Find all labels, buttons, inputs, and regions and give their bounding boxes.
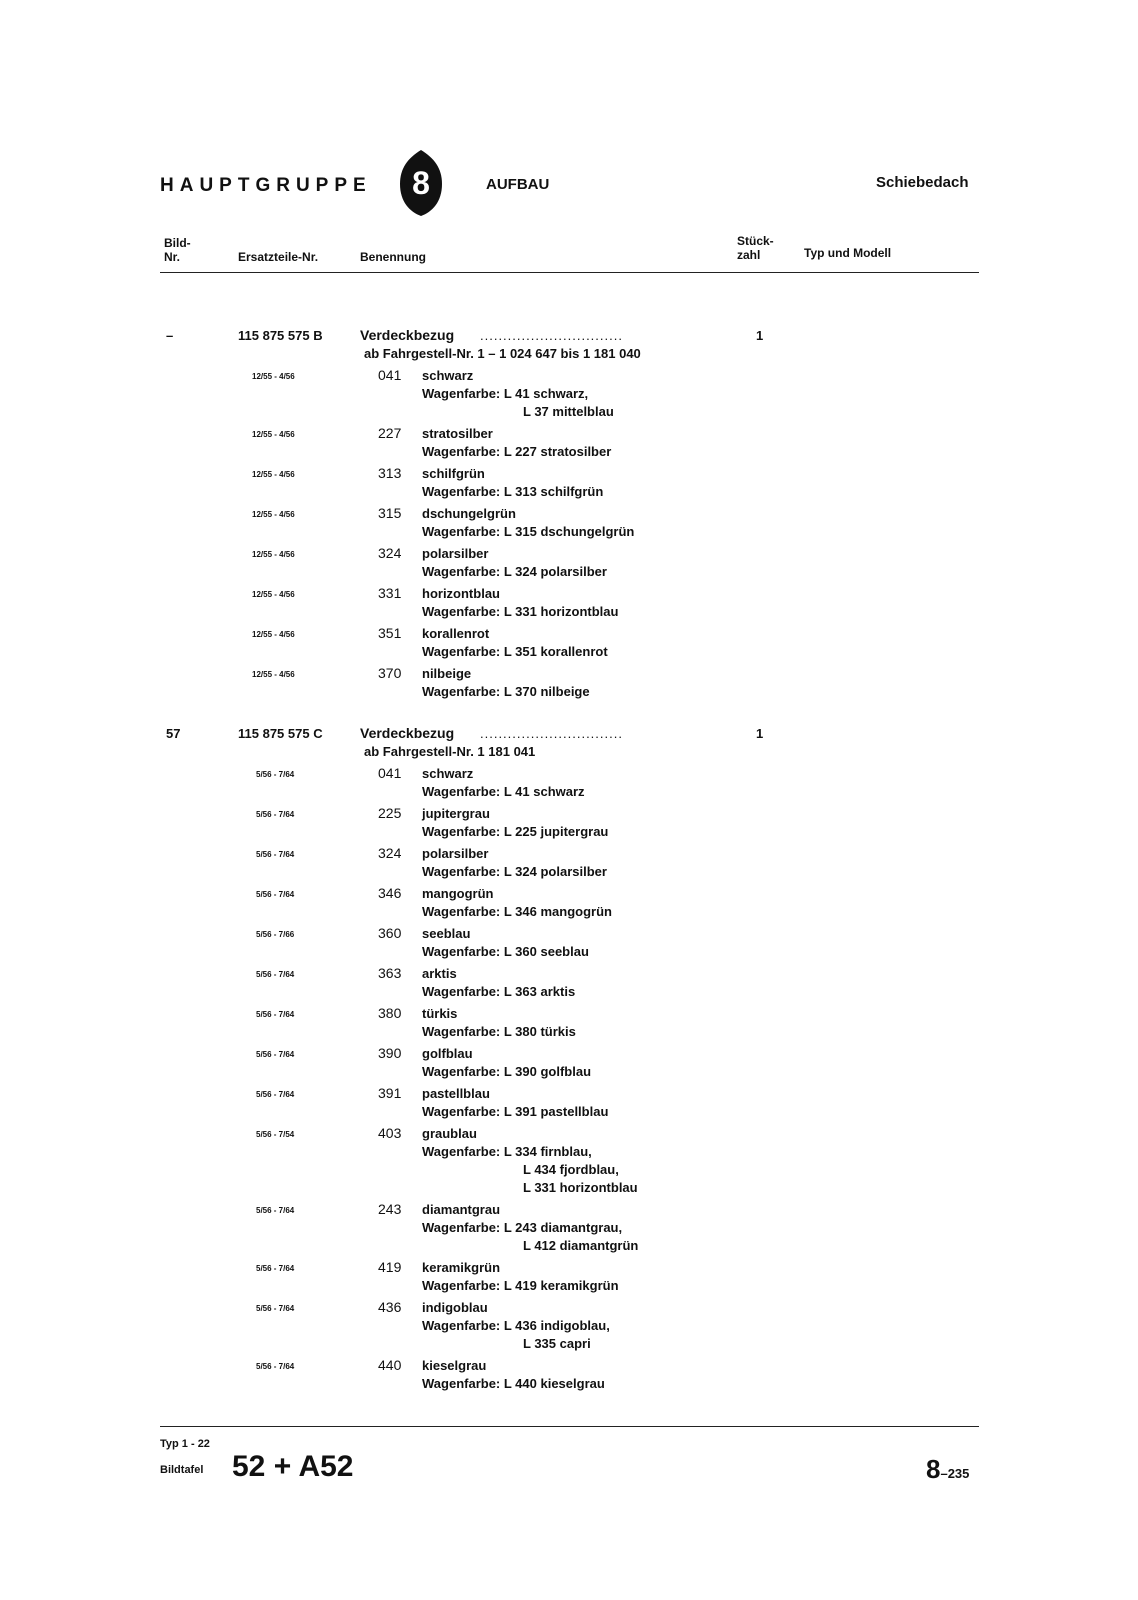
validity-dates: 5/56 - 7/64 [256,850,295,859]
header-rule [160,272,979,273]
part-name: Verdeckbezug [360,725,455,741]
wagenfarbe-line: Wagenfarbe: L 419 keramikgrün [422,1278,619,1293]
color-name: türkis [422,1006,458,1021]
wagenfarbe-line: Wagenfarbe: L 324 polarsilber [422,564,607,579]
validity-dates: 5/56 - 7/54 [256,1130,295,1139]
color-code: 346 [378,885,402,901]
color-code: 390 [378,1045,402,1061]
validity-dates: 5/56 - 7/64 [256,1264,295,1273]
wagenfarbe-line: Wagenfarbe: L 41 schwarz, [422,386,589,401]
color-code: 391 [378,1085,402,1101]
wagenfarbe-line: Wagenfarbe: L 227 stratosilber [422,444,612,459]
color-name: mangogrün [422,886,494,901]
section-title: Schiebedach [876,174,969,191]
color-name: seeblau [422,926,471,941]
color-name: indigoblau [422,1300,488,1315]
color-name: nilbeige [422,666,472,681]
validity-dates: 5/56 - 7/64 [256,770,295,779]
color-code: 419 [378,1259,402,1275]
color-code: 315 [378,505,402,521]
wagenfarbe-line: Wagenfarbe: L 370 nilbeige [422,684,590,699]
leader-dots: ............................... [480,328,623,343]
chassis-range: ab Fahrgestell-Nr. 1 181 041 [364,744,536,759]
color-code: 243 [378,1201,402,1217]
wagenfarbe-line: Wagenfarbe: L 225 jupitergrau [422,824,609,839]
wagenfarbe-line: Wagenfarbe: L 315 dschungelgrün [422,524,635,539]
wagenfarbe-line: Wagenfarbe: L 391 pastellblau [422,1104,609,1119]
wagenfarbe-line: Wagenfarbe: L 380 türkis [422,1024,576,1039]
chassis-range: ab Fahrgestell-Nr. 1 – 1 024 647 bis 1 181 040 [364,346,641,361]
quantity: 1 [756,726,764,741]
wagenfarbe-line: Wagenfarbe: L 440 kieselgrau [422,1376,605,1391]
validity-dates: 12/55 - 4/56 [252,550,295,559]
wagenfarbe-line: Wagenfarbe: L 313 schilfgrün [422,484,604,499]
group-number-badge [400,150,442,216]
validity-dates: 12/55 - 4/56 [252,372,295,381]
wagenfarbe-line: L 434 fjordblau, [523,1162,619,1177]
validity-dates: 12/55 - 4/56 [252,510,295,519]
group-name: AUFBAU [486,176,550,193]
color-code: 225 [378,805,402,821]
validity-dates: 5/56 - 7/64 [256,1362,295,1371]
validity-dates: 12/55 - 4/56 [252,670,295,679]
color-code: 360 [378,925,402,941]
color-code: 324 [378,845,402,861]
color-name: korallenrot [422,626,490,641]
color-code: 324 [378,545,402,561]
color-name: keramikgrün [422,1260,501,1275]
wagenfarbe-line: L 331 horizontblau [523,1180,638,1195]
col-name: Benennung [360,250,426,264]
wagenfarbe-line: Wagenfarbe: L 324 polarsilber [422,864,607,879]
wagenfarbe-line: Wagenfarbe: L 243 diamantgrau, [422,1220,623,1235]
color-code: 380 [378,1005,402,1021]
footer-bildtafel-label: Bildtafel [160,1464,204,1476]
color-name: horizontblau [422,586,500,601]
part-number: 115 875 575 C [238,726,323,741]
col-part-no: Ersatzteile-Nr. [238,250,319,264]
validity-dates: 12/55 - 4/56 [252,630,295,639]
validity-dates: 5/56 - 7/64 [256,1010,295,1019]
validity-dates: 5/56 - 7/64 [256,1206,295,1215]
group-number: 8 [412,165,430,201]
validity-dates: 5/56 - 7/64 [256,1090,295,1099]
color-code: 041 [378,367,402,383]
footer-plate-number: 52 + A52 [232,1450,354,1483]
footer-typ: Typ 1 - 22 [160,1438,210,1450]
col-bild-nr: Bild- Nr. [164,236,191,264]
color-name: graublau [422,1126,477,1141]
color-name: arktis [422,966,457,981]
wagenfarbe-line: L 412 diamantgrün [523,1238,639,1253]
color-name: pastellblau [422,1086,490,1101]
wagenfarbe-line: Wagenfarbe: L 363 arktis [422,984,576,999]
color-code: 363 [378,965,402,981]
validity-dates: 5/56 - 7/66 [256,930,295,939]
color-code: 403 [378,1125,402,1141]
col-model: Typ und Modell [804,246,892,260]
color-name: polarsilber [422,546,489,561]
page-number: 8–235 [926,1454,970,1484]
wagenfarbe-line: Wagenfarbe: L 436 indigoblau, [422,1318,610,1333]
wagenfarbe-line: L 37 mittelblau [523,404,614,419]
color-name: schilfgrün [422,466,485,481]
color-code: 331 [378,585,402,601]
col-qty: Stück- zahl [737,234,774,262]
color-code: 351 [378,625,402,641]
color-code: 440 [378,1357,402,1373]
wagenfarbe-line: Wagenfarbe: L 346 mangogrün [422,904,612,919]
validity-dates: 12/55 - 4/56 [252,470,295,479]
leader-dots: ............................... [480,726,623,741]
validity-dates: 12/55 - 4/56 [252,430,295,439]
part-name: Verdeckbezug [360,327,455,343]
color-name: golfblau [422,1046,473,1061]
validity-dates: 5/56 - 7/64 [256,890,295,899]
validity-dates: 5/56 - 7/64 [256,810,295,819]
color-name: polarsilber [422,846,489,861]
color-code: 227 [378,425,402,441]
bild-nr: 57 [166,726,181,741]
part-number: 115 875 575 B [238,328,323,343]
color-name: schwarz [422,368,474,383]
wagenfarbe-line: Wagenfarbe: L 41 schwarz [422,784,585,799]
validity-dates: 5/56 - 7/64 [256,970,295,979]
validity-dates: 5/56 - 7/64 [256,1304,295,1313]
color-code: 313 [378,465,402,481]
wagenfarbe-line: Wagenfarbe: L 334 firnblau, [422,1144,592,1159]
validity-dates: 5/56 - 7/64 [256,1050,295,1059]
footer-rule [160,1426,979,1427]
quantity: 1 [756,328,764,343]
color-name: stratosilber [422,426,493,441]
wagenfarbe-line: Wagenfarbe: L 360 seeblau [422,944,589,959]
color-name: kieselgrau [422,1358,487,1373]
main-group-title: HAUPTGRUPPE [160,175,372,196]
bild-nr: – [166,328,174,343]
wagenfarbe-line: Wagenfarbe: L 390 golfblau [422,1064,592,1079]
validity-dates: 12/55 - 4/56 [252,590,295,599]
color-code: 370 [378,665,402,681]
wagenfarbe-line: Wagenfarbe: L 351 korallenrot [422,644,608,659]
color-code: 041 [378,765,402,781]
color-name: schwarz [422,766,474,781]
color-code: 436 [378,1299,402,1315]
color-name: dschungelgrün [422,506,516,521]
color-name: jupitergrau [422,806,490,821]
wagenfarbe-line: Wagenfarbe: L 331 horizontblau [422,604,619,619]
wagenfarbe-line: L 335 capri [523,1336,591,1351]
color-name: diamantgrau [422,1202,501,1217]
